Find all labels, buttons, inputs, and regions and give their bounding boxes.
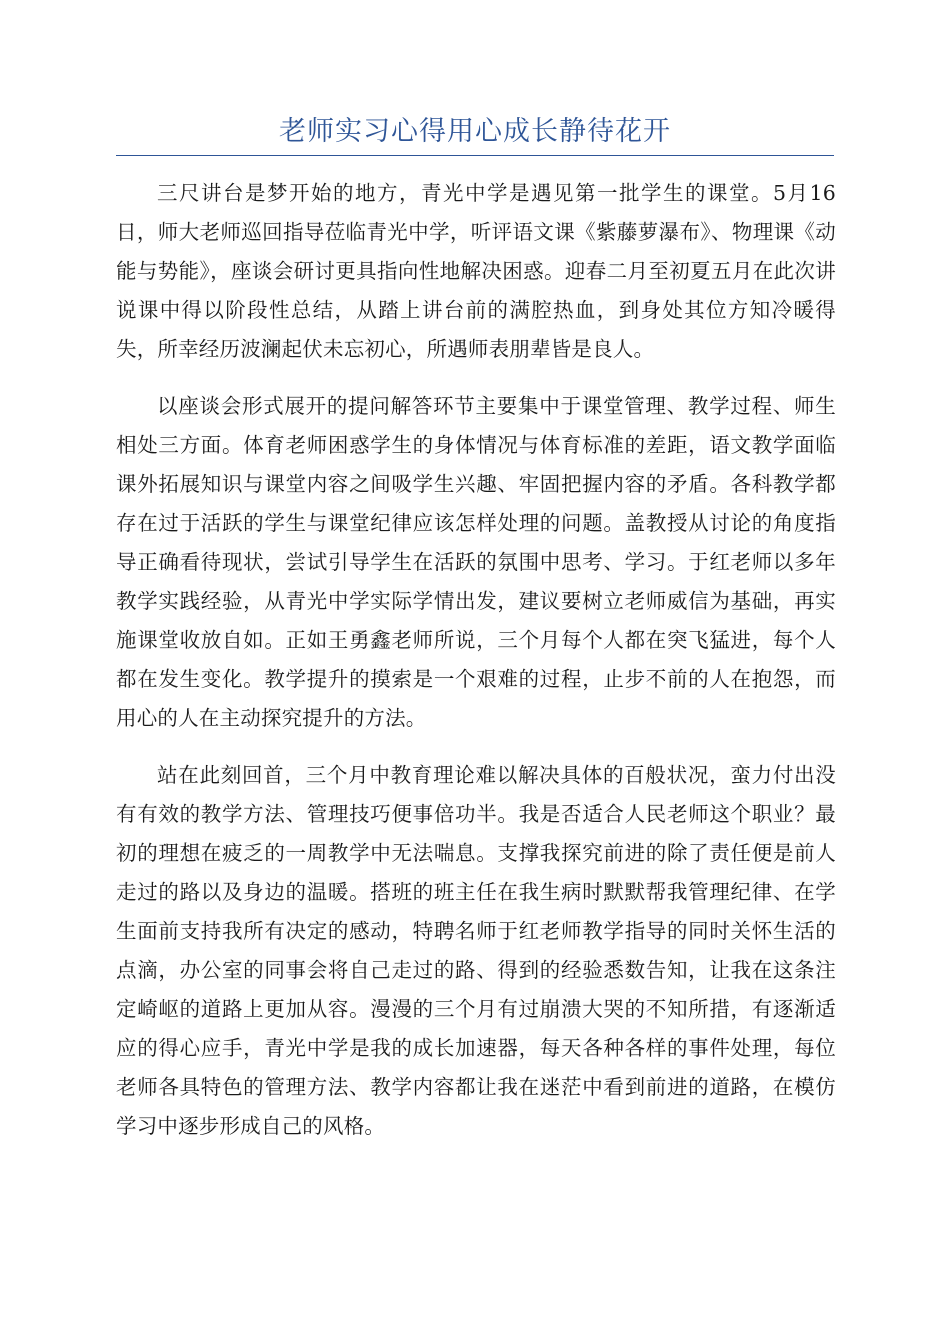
paragraph-1: 三尺讲台是梦开始的地方，青光中学是遇见第一批学生的课堂。5月16日，师大老师巡回指导莅临青光中学，听评语文课《紫藤萝瀑布》、物理课《动能与势能》，座谈会研讨更具指向性地解决困惑。迎春二月至初夏五月在此次讲说课中得以阶段性总结，从踏上讲台前的满腔热血，到身处其位方知冷暖得失，所幸经历波澜起伏未忘初心，所遇师表朋辈皆是良人。 <box>116 181 836 361</box>
document-body <box>116 174 836 1164</box>
title-underline <box>116 155 834 156</box>
document-title: 老师实习心得用心成长静待花开 <box>279 116 671 147</box>
paragraph-2: 以座谈会形式展开的提问解答环节主要集中于课堂管理、教学过程、师生相处三方面。体育老师困惑学生的身体情况与体育标准的差距，语文教学面临课外拓展知识与课堂内容之间吸学生兴趣、牢固把握内容的矛盾。各科教学都存在过于活跃的学生与课堂纪律应该怎样处理的问题。盖教授从讨论的角度指导正确看待现状，尝试引导学生在活跃的氛围中思考、学习。于红老师以多年教学实践经验，从青光中学实际学情出发，建议要树立老师威信为基础，再实施课堂收放自如。正如王勇鑫老师所说，三个月每个人都在突飞猛进，每个人都在发生变化。教学提升的摸索是一个艰难的过程，止步不前的人在抱怨，而用心的人在主动探究提升的方法。 <box>116 394 836 730</box>
paragraph-3: 站在此刻回首，三个月中教育理论难以解决具体的百般状况，蛮力付出没有有效的教学方法、管理技巧便事倍功半。我是否适合人民老师这个职业？最初的理想在疲乏的一周教学中无法喘息。支撑我探究前进的除了责任便是前人走过的路以及身边的温暖。搭班的班主任在我生病时默默帮我管理纪律、在学生面前支持我所有决定的感动，特聘名师于红老师教学指导的同时关怀生活的点滴，办公室的同事会将自己走过的路、得到的经验悉数告知，让我在这条注定崎岖的道路上更加从容。漫漫的三个月有过崩溃大哭的不知所措，有逐渐适应的得心应手，青光中学是我的成长加速器，每天各种各样的事件处理，每位老师各具特色的管理方法、教学内容都让我在迷茫中看到前进的道路，在模仿学习中逐步形成自己的风格。 <box>116 763 836 1138</box>
